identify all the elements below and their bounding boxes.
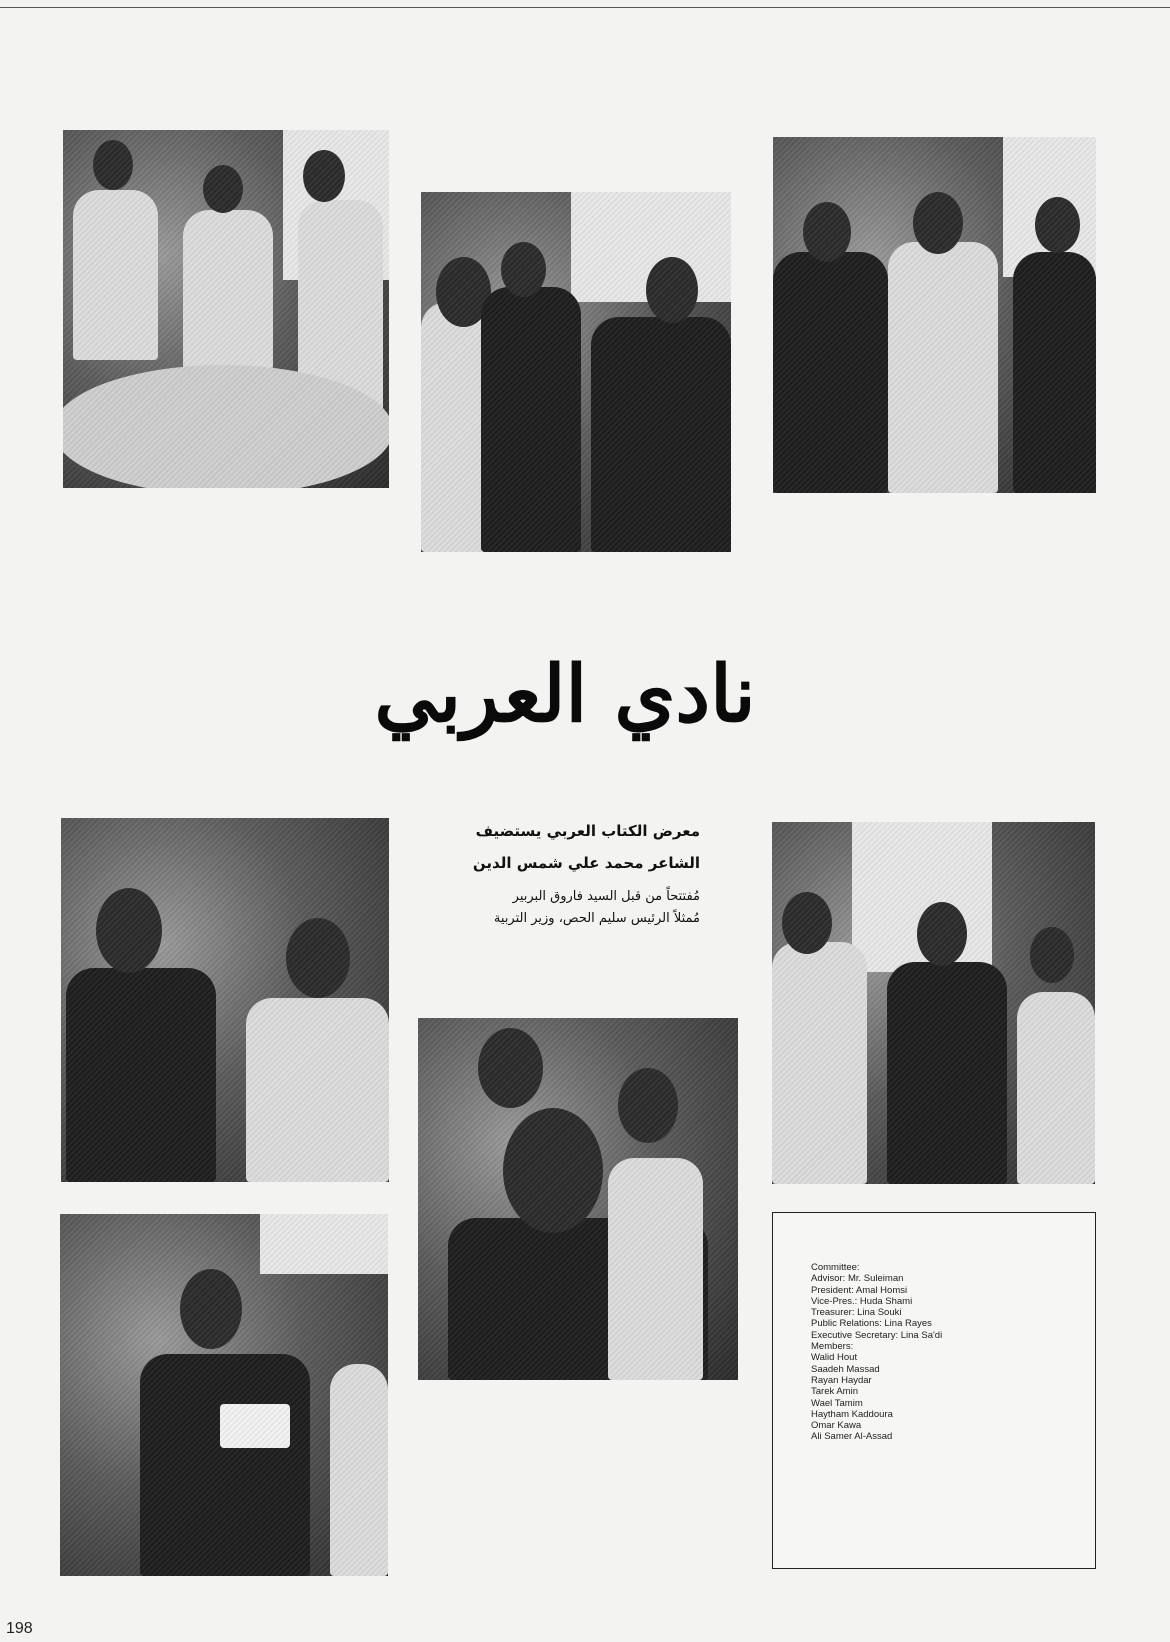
photo-man-reading — [60, 1214, 388, 1576]
committee-line: Vice-Pres.: Huda Shami — [811, 1295, 913, 1307]
photo-visitors-viewing — [772, 822, 1095, 1184]
committee-line: Haytham Kaddoura — [811, 1408, 893, 1420]
caption-line-4: مُمثلاً الرئيس سليم الحص، وزير التربية — [493, 911, 700, 926]
caption-line-1: معرض الكتاب العربي يستضيف — [475, 822, 700, 840]
photo-caption — [420, 822, 700, 930]
top-rule — [0, 7, 1170, 8]
page-number: 198 — [6, 1620, 33, 1637]
committee-line: Executive Secretary: Lina Sa'di — [811, 1329, 943, 1341]
committee-line: Members: — [811, 1341, 854, 1353]
photo-men-in-suits — [773, 137, 1096, 493]
photo-students-book-table — [63, 130, 389, 488]
caption-line-2: الشاعر محمد علي شمس الدين — [472, 854, 700, 872]
committee-line: President: Amal Homsi — [811, 1284, 908, 1296]
committee-line: Ali Samer Al-Assad — [811, 1431, 893, 1443]
page-title-arabic: نادي العربي — [374, 649, 756, 740]
photo-portrait-man — [418, 1018, 738, 1380]
photo-man-and-woman — [61, 818, 389, 1182]
committee-line: Omar Kawa — [811, 1420, 862, 1432]
committee-line: Walid Hout — [811, 1352, 858, 1364]
committee-heading: Committee: — [811, 1262, 860, 1273]
committee-line: Advisor: Mr. Suleiman — [811, 1273, 904, 1285]
committee-line: Tarek Amin — [811, 1386, 858, 1398]
committee-line: Treasurer: Lina Souki — [811, 1307, 902, 1319]
committee-line: Wael Tamim — [811, 1397, 863, 1409]
committee-line: Rayan Haydar — [811, 1374, 872, 1386]
caption-line-3: مُفتتحاً من قبل السيد فاروق البربير — [512, 889, 700, 904]
committee-box — [772, 1212, 1096, 1569]
committee-list — [811, 1262, 942, 1443]
photo-ribbon-cutting — [421, 192, 731, 552]
committee-line: Public Relations: Lina Rayes — [811, 1318, 932, 1330]
committee-line: Saadeh Massad — [811, 1363, 880, 1375]
